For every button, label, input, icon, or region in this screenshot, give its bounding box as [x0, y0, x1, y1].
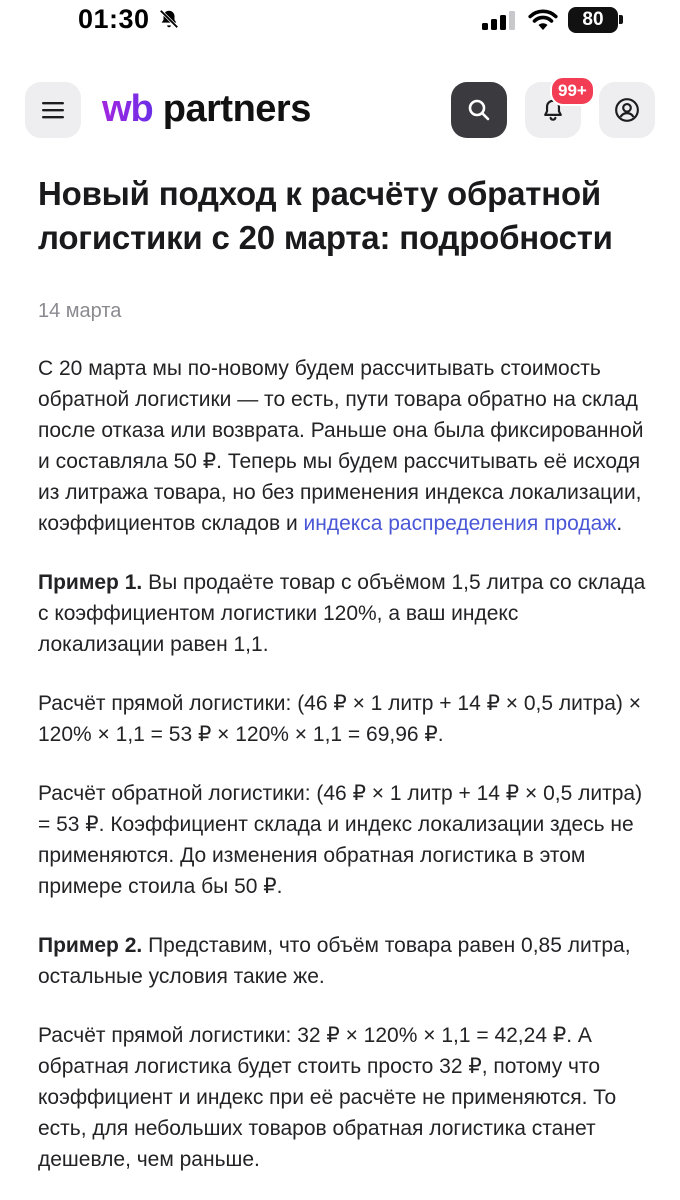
bell-muted-icon — [158, 8, 180, 30]
example-1-paragraph — [38, 567, 648, 660]
intro-end: . — [616, 512, 623, 535]
intro-text: С 20 марта мы по-новому будем рассчитывать стоимость обратной логистики — то есть, пути товара обратно на склад после отказа или возврата. Раньше она была фиксированной и составляла 50 ₽. Теперь мы будем рассчитывать её исходя из литража товара, но без применения индекса локализации, коэффициентов складов и — [38, 357, 644, 535]
menu-button[interactable] — [25, 82, 81, 138]
wifi-icon — [528, 8, 558, 32]
direct-logistics-calc-1: Расчёт прямой логистики: (46 ₽ × 1 литр + 14 ₽ × 0,5 литра) × 120% × 1,1 = 53 ₽ × 120% × 1,1 = 69,96 ₽. — [38, 692, 641, 746]
article — [38, 172, 648, 1175]
logo-partners: partners — [162, 88, 311, 130]
article-title: Новый подход к расчёту обратной логистики с 20 марта: подробности — [38, 175, 613, 256]
wb-partners-logo[interactable] — [102, 88, 311, 132]
notification-badge: 99+ — [550, 76, 595, 106]
search-button[interactable] — [451, 82, 507, 138]
cellular-signal-icon — [482, 10, 518, 30]
status-bar — [0, 0, 680, 40]
user-circle-icon — [614, 97, 640, 123]
logo-wb: wb — [102, 88, 153, 130]
example-1-label: Пример 1. — [38, 571, 143, 594]
battery-indicator: 80 — [568, 7, 618, 33]
profile-button[interactable] — [599, 82, 655, 138]
logistics-calc-2: Расчёт прямой логистики: 32 ₽ × 120% × 1,1 = 42,24 ₽. А обратная логистика будет стоить просто 32 ₽, потому что коэффициент и индекс при её расчёте не применяются. То есть, для небольших товаров обратная логистика станет дешевле, чем раньше. — [38, 1024, 617, 1171]
battery-tip — [619, 15, 623, 24]
sales-distribution-index-link[interactable]: индекса распределения продаж — [303, 512, 617, 535]
example-2-label: Пример 2. — [38, 934, 143, 957]
example-2-paragraph — [38, 930, 648, 992]
hamburger-menu-icon — [41, 100, 65, 120]
reverse-logistics-calc-1: Расчёт обратной логистики: (46 ₽ × 1 литр + 14 ₽ × 0,5 литра) = 53 ₽. Коэффициент склада и индекс локализации здесь не применяются. До изменения обратная логистика в этом примере стоила бы 50 ₽. — [38, 782, 643, 898]
status-time: 01:30 — [78, 4, 150, 34]
example-1-text: Вы продаёте товар с объёмом 1,5 литра со склада с коэффициентом логистики 120%, а ваш индекс локализации равен 1,1. — [38, 571, 646, 656]
intro-paragraph — [38, 353, 648, 539]
search-icon — [467, 98, 491, 122]
example-2-text: Представим, что объём товара равен 0,85 литра, остальные условия такие же. — [38, 934, 631, 988]
article-date: 14 марта — [38, 300, 122, 322]
